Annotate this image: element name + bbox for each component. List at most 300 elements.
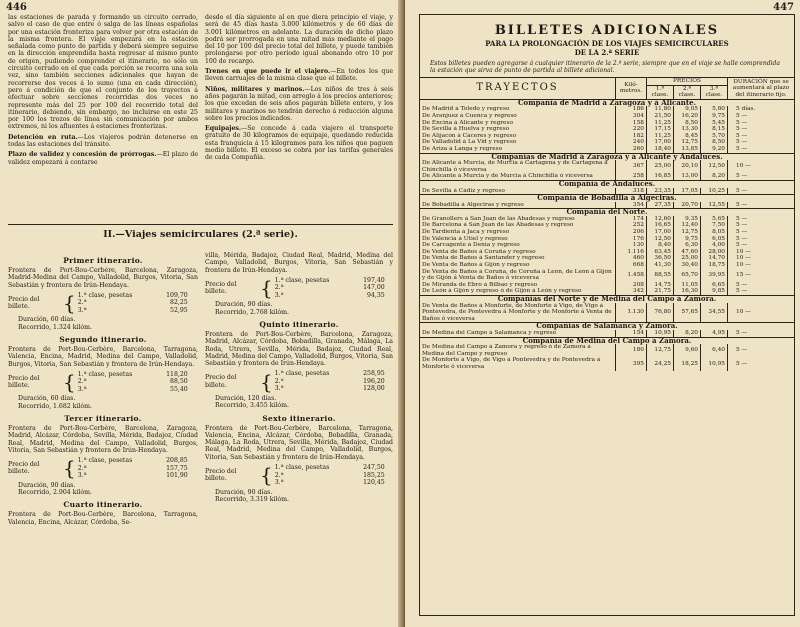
company-name: Compañía del Norte. xyxy=(420,209,794,216)
route-name: De Carcagente á Denia y regreso xyxy=(422,242,520,249)
route-row xyxy=(420,344,794,357)
route-km: 220 xyxy=(616,126,647,133)
price-block xyxy=(8,457,198,480)
route-price-1: 17,15 xyxy=(647,126,674,133)
route-duration: 10 — xyxy=(728,255,795,262)
price-label: Precio del billete. xyxy=(8,460,40,476)
route-row xyxy=(420,229,794,236)
header-km: Kiló-metros. xyxy=(616,78,647,100)
route-name: De Aranjuez á Cuenca y regreso xyxy=(422,112,517,119)
route-price-1: 27,35 xyxy=(647,202,674,209)
route-price-3: 4,00 xyxy=(701,242,728,249)
route-km: 206 xyxy=(616,229,647,236)
route-price-1: 12,60 xyxy=(647,216,674,223)
price-class: 3.ª xyxy=(274,479,284,487)
price-row xyxy=(275,472,385,480)
route-duration: 5 días. xyxy=(728,106,795,113)
table-title: BILLETES ADICIONALES xyxy=(494,23,720,38)
route-price-1: 25,00 xyxy=(647,160,674,173)
route-name: De Venta de Baños á Santander y regreso xyxy=(422,255,545,262)
itinerary-route: Frontera de Port-Bou-Cerbère, Barcelona, Zaragoza, Madrid, Alcázar, Córdoba, Bobadilla, Granada, Málaga, La Roda, Utrera, Sevilla, Mérida, Badajoz, Ciudad Real, Madrid, Medina del Campo, Valladolid, Burgos, Vitoria, San Sebastián y frontera de Irún-Hendaya. xyxy=(205,330,393,368)
company-name: Compañías de Madrid á Zaragoza y á Alicante y Andaluces. xyxy=(420,153,794,160)
price-block xyxy=(8,292,198,315)
route-price-3: 12,50 xyxy=(701,160,728,173)
table-subtitle: PARA LA PROLONGACIÓN DE LOS VIAJES SEMICIRCULARES xyxy=(485,39,729,48)
route-km: 304 xyxy=(616,113,647,120)
price-value: 94,35 xyxy=(367,291,385,299)
price-class: 2.ª xyxy=(77,378,87,386)
price-value: 52,95 xyxy=(170,306,188,314)
route-km: 367 xyxy=(616,160,647,173)
route-name: De Venta de Baños á Gijón y regreso xyxy=(422,262,530,269)
route-price-2: 8,45 xyxy=(674,133,701,140)
itinerary-title: Sexto itinerario. xyxy=(262,413,336,423)
route-price-2: 13,00 xyxy=(674,173,701,180)
route-price-3: 8,20 xyxy=(701,173,728,180)
itinerary-title: Segundo itinerario. xyxy=(59,334,147,344)
price-list xyxy=(78,371,188,394)
price-class: 2.ª xyxy=(274,284,284,292)
route-duration: 5 — xyxy=(728,139,795,146)
price-row xyxy=(78,472,188,480)
right-page xyxy=(405,0,800,627)
company-name: Compañía de Madrid á Zaragoza y á Alicante. xyxy=(517,97,697,107)
route-price-3: 5,45 xyxy=(701,120,728,127)
price-value: 197,40 xyxy=(363,276,385,284)
detention-title: Detención en ruta. xyxy=(8,133,78,141)
route-row xyxy=(420,106,794,113)
route-duration: 10 — xyxy=(728,262,795,269)
route-name: De León á Gijón y regreso ó de Gijón á León y regreso xyxy=(422,288,582,295)
route-price-1: 36,50 xyxy=(647,255,674,262)
route-km: 158 xyxy=(616,120,647,127)
company-row xyxy=(420,209,794,216)
route-price-2: 9,05 xyxy=(674,106,701,113)
route-row xyxy=(420,113,794,120)
price-class: 3.ª xyxy=(274,291,284,299)
route-row xyxy=(420,139,794,146)
route-duration: 10 — xyxy=(728,160,795,173)
itinerary-duration: Duración, 90 días. xyxy=(215,488,273,496)
route-row xyxy=(420,126,794,133)
price-class: 1.ª clase, pesetas xyxy=(274,370,330,378)
company-row xyxy=(420,195,794,202)
route-price-1: 10,95 xyxy=(647,330,674,337)
route-price-1: 24,25 xyxy=(647,357,674,370)
route-duration: 5 — xyxy=(728,133,795,140)
route-row xyxy=(420,269,794,282)
route-row xyxy=(420,133,794,140)
route-price-1: 8,40 xyxy=(647,242,674,249)
price-class: 2.ª xyxy=(274,471,284,479)
route-price-3: 8,05 xyxy=(701,229,728,236)
price-value: 109,70 xyxy=(166,291,188,299)
left-column-2: desde el día siguiente al en que diera principio el viaje, y será de 45 días hasta 3.000 kilómetros y de 60 días de 3.001 kilómetros en adelante. La duración de dicho plazo podrá ser prorrogada en una mitad más mediante el pago del 10 por 100 del precio total del billete, y puede también prolongarse por otro período igual abonando otro 10 por 100 de recargo. Trenes en que puede ir el viajero.—En todos los que lleven carruajes de la misma clase que el billete. Niños, militares y marinos.—Los niños de tres á seis años pagarán la mitad, con arreglo á los precios anteriores; los que excedan de seis años pagarán billete entero, y los militares y marinos no tendrán derecho á reducción alguna sobre los precios indicados. Equipajes.—Se concede á cada viajero el transporte gratuito de 30 kilogramos de equipaje, quedando reducida esta franquicia á 15 kilogramos para los niños que paguen medio billete. El exceso se cobra por las tarifas generales de cada Compañía. xyxy=(205,14,393,162)
route-row xyxy=(420,120,794,127)
price-value: 247,50 xyxy=(363,464,385,472)
route-price-2: 11,05 xyxy=(674,282,701,289)
itinerary-distance: Recorrido, 2.904 kilóm. xyxy=(18,488,92,496)
route-price-2: 9,60 xyxy=(674,344,701,357)
route-price-3: 39,95 xyxy=(701,269,728,282)
route-price-3: 5,80 xyxy=(701,106,728,113)
route-row xyxy=(420,303,794,323)
price-row xyxy=(78,457,188,465)
header-route: TRAYECTOS xyxy=(420,78,616,100)
price-label: Precio del billete. xyxy=(205,280,237,296)
price-row xyxy=(275,385,385,393)
company-name: Compañías de Salamanca y Zamora. xyxy=(420,323,794,330)
company-name: Compañía de Andaluces. xyxy=(420,180,794,187)
route-km: 1.116 xyxy=(616,249,647,256)
route-price-2: 8,50 xyxy=(674,120,701,127)
route-price-3: 9,85 xyxy=(701,288,728,295)
price-class: 3.ª xyxy=(77,385,87,393)
company-name: Compañía de Medina del Campo á Zamora. xyxy=(420,337,794,344)
route-name: De Alicante á Murcia, de Murcia á Cartagena y de Cartagena á Chinchilla ó viceversa xyxy=(422,160,608,173)
price-value: 120,45 xyxy=(363,479,385,487)
header-prices: PRECIOS xyxy=(647,78,728,86)
price-block xyxy=(205,370,393,393)
route-price-1: 23,35 xyxy=(647,188,674,195)
route-name: De Ariza á Langa y regreso xyxy=(422,145,503,152)
header-duration: DURACIÓN que se aumentará al plazo del itinerario fijo. xyxy=(728,78,795,100)
price-list xyxy=(275,464,385,487)
route-row xyxy=(420,357,794,370)
itinerary-distance: Recorrido, 1.682 kilóm. xyxy=(18,402,92,410)
route-price-2: 12,75 xyxy=(674,139,701,146)
price-row xyxy=(275,284,385,292)
route-price-3: 7,50 xyxy=(701,222,728,229)
route-name: De Monforte á Vigo, de Vigo á Pontevedra y de Pontevedra á Monforte ó viceversa xyxy=(422,357,601,370)
price-value: 258,95 xyxy=(363,370,385,378)
route-row xyxy=(420,242,794,249)
route-name: De Valladolid á La Vid y regreso xyxy=(422,139,517,146)
route-row xyxy=(420,160,794,173)
route-price-2: 16,30 xyxy=(674,288,701,295)
route-price-1: 18,40 xyxy=(647,146,674,153)
route-price-2: 12,40 xyxy=(674,222,701,229)
price-class: 1.ª clase, pesetas xyxy=(274,464,330,472)
route-price-3: 18,75 xyxy=(701,262,728,269)
route-name: De Encina á Alicante y regreso xyxy=(422,119,513,126)
route-km: 258 xyxy=(616,173,647,180)
route-name: De Sevilla á Cádiz y regreso xyxy=(422,187,505,194)
route-name: De Medina del Campo á Zamora y regreso ó de Zamora á Medina del Campo y regreso xyxy=(422,344,591,357)
route-km: 260 xyxy=(616,146,647,153)
price-label: Precio del billete. xyxy=(8,295,40,311)
price-class: 3.ª xyxy=(77,472,87,480)
route-price-1: 88,55 xyxy=(647,269,674,282)
price-row xyxy=(78,371,188,379)
itinerary-block xyxy=(205,414,393,504)
price-value: 196,20 xyxy=(363,377,385,385)
left-column-1: las estaciones de parada y formando un circuito cerrado, salvo el caso de que entre ó salga de las líneas españolas por una estación fronteriza para volver por otra estación de la misma frontera. El viaje empezará en la estación señalada como punto de partida y deberá siempre seguirse en la dirección emprendida hasta regresar al mismo punto de origen, pudiendo comprender el itinerario, no sólo un circuito cerrado en el que cada porción se recorra una sola vez, sino también secciones adicionales que hayan de recorrerse dos veces á lo sumo (una en cada dirección), pero á condición de que el conjunto de los trayectos á efectuar sobre secciones recorridas dos veces no represente más del 25 por 100 del recorrido total del itinerario, debiendo, sin embargo, no incluirse en este 25 por 100 los trozos de línea sin comunicación por ambos extremos, ni los afluentes á estaciones fronterizas. Detención en ruta.—Los viajeros podrán detenerse en todas las estaciones del tránsito. Plazo de validez y concesión de prórrogas.—El plazo de validez empezará á contarse xyxy=(8,14,198,166)
itinerary-distance: Recorrido, 3.319 kilóm. xyxy=(215,495,289,503)
route-name: De Venta de Baños á Coruña y regreso xyxy=(422,248,536,255)
company-row xyxy=(420,180,794,187)
route-price-3: 34,55 xyxy=(701,303,728,323)
price-block xyxy=(8,371,198,394)
itinerary-column-2 xyxy=(205,252,393,507)
route-price-1: 12,50 xyxy=(647,236,674,243)
route-row xyxy=(420,249,794,256)
route-km: 176 xyxy=(616,236,647,243)
section-header xyxy=(8,224,393,240)
itinerary-route: Frontera de Port-Bou-Cerbère, Barcelona, Tarragona, Valencia, Encina, Madrid, Medina del Campo, Valladolid, Burgos, Vitoria, San Sebastián y frontera de Irún-Hendaya. xyxy=(8,345,198,368)
route-price-2: 17,05 xyxy=(674,188,701,195)
itinerary-route: Frontera de Port-Bou-Cerbère, Barcelona, Zaragoza, Madrid, Alcázar, Córdoba, Sevilla, Mérida, Badajoz, Ciudad Real, Madrid, Medina del Campo, Valladolid, Burgos, Vitoria, San Sebastián y frontera de Irún-Hendaya. xyxy=(8,424,198,454)
route-price-1: 21,50 xyxy=(647,113,674,120)
price-row xyxy=(275,277,385,285)
route-duration: 5 — xyxy=(728,344,795,357)
price-value: 128,00 xyxy=(363,385,385,393)
route-name: De Barcelona á San Juan de las Abadesas y regreso xyxy=(422,222,574,229)
price-row xyxy=(78,465,188,473)
route-price-3: 9,75 xyxy=(701,113,728,120)
itinerary-title: Primer itinerario. xyxy=(63,256,143,265)
itinerary-route: Frontera de Port-Bou-Cerbère, Barcelona, Tarragona, Valencia, Encina, Alcázar, Córdoba, Se- xyxy=(8,511,198,526)
route-km: 208 xyxy=(616,282,647,289)
itinerary-distance: Recorrido, 2.768 kilóm. xyxy=(215,308,289,316)
trains-text: En todos los que lleven carruajes de la misma clase que el billete. xyxy=(205,68,393,83)
itinerary-route: Frontera de Port-Bou-Cerbère, Barcelona, Zaragoza, Madrid-Medina del Campo, Valladolid, Burgos, Vitoria, San Sebastián y frontera de Irún-Hendaya. xyxy=(8,267,198,289)
route-name: De Valencia á Utiel y regreso xyxy=(422,235,508,242)
validity-title: Plazo de validez y concesión de prórrogas. xyxy=(8,151,157,159)
route-price-2: 30,40 xyxy=(674,262,701,269)
itinerary-distance: Recorrido, 1.324 kilóm. xyxy=(18,323,92,331)
route-price-1: 76,80 xyxy=(647,303,674,323)
section-title: II.—Viajes semicirculares (2.ª serie). xyxy=(103,229,298,240)
validity-text: El plazo de validez empezará á contarse xyxy=(8,151,198,166)
route-km: 342 xyxy=(616,288,647,295)
itinerary-duration: Duración, 60 días. xyxy=(18,316,76,324)
luggage-text: Se concede á cada viajero el transporte gratuito de 30 kilogramos de equipaje, quedando reducida esta franquicia á 15 kilogramos para los niños que paguen medio billete. El exceso se cobra por las tarifas generales de cada Compañía. xyxy=(205,125,393,162)
route-duration: 10 — xyxy=(728,249,795,256)
route-price-2: 9,35 xyxy=(674,216,701,223)
route-km: 180 xyxy=(616,344,647,357)
route-duration: 10 — xyxy=(728,303,795,323)
route-price-3: 12,55 xyxy=(701,202,728,209)
price-row xyxy=(78,299,188,307)
table-frame xyxy=(419,14,795,616)
itinerary-duration: Duración, 90 días. xyxy=(215,301,273,309)
header-class-2: 2.ª clase. xyxy=(674,85,701,99)
company-row xyxy=(420,337,794,344)
route-price-3: 5,70 xyxy=(701,133,728,140)
route-price-1: 16,85 xyxy=(647,173,674,180)
company-row xyxy=(420,296,794,303)
route-price-3: 6,65 xyxy=(701,282,728,289)
price-row xyxy=(78,378,188,386)
route-duration: 5 — xyxy=(728,120,795,127)
price-value: 147,00 xyxy=(363,284,385,292)
price-value: 185,25 xyxy=(363,471,385,479)
route-price-1: 63,45 xyxy=(647,249,674,256)
route-price-3: 14,70 xyxy=(701,255,728,262)
route-km: 182 xyxy=(616,133,647,140)
itinerary-duration: Duración, 90 días. xyxy=(18,481,76,489)
route-price-2: 9,75 xyxy=(674,236,701,243)
route-duration: 15 — xyxy=(728,269,795,282)
route-name: De Venta de Baños á Coruña, de Coruña á León, de León á Gijón y de Gijón á Venta de Baños ó viceversa xyxy=(422,268,612,282)
price-row xyxy=(78,292,188,300)
route-row xyxy=(420,282,794,289)
route-row xyxy=(420,255,794,262)
route-row xyxy=(420,222,794,229)
route-name: De Granollers á San Juan de las Abadesas y regreso xyxy=(422,215,575,222)
detention-text: Los viajeros podrán detenerse en todas las estaciones del tránsito. xyxy=(8,133,198,149)
price-brace: { xyxy=(63,291,76,316)
route-price-1: 11,80 xyxy=(647,106,674,113)
route-km: 395 xyxy=(616,357,647,370)
price-row xyxy=(78,307,188,315)
intro-text: las estaciones de parada y formando un circuito cerrado, salvo el caso de que entre ó salga de las líneas españolas por una estación fronteriza para volver por otra estación de la misma frontera. El viaje empezará en la estación señalada como punto de partida y deberá siempre seguirse en la dirección emprendida hasta regresar al mismo punto de origen, pudiendo comprender el itinerario, no sólo un circuito cerrado en el que cada porción se recorra una sola vez, sino también secciones adicionales que hayan de recorrerse dos veces á lo sumo (una en cada dirección), pero á condición de que el conjunto de los trayectos á efectuar sobre secciones recorridas dos veces no represente más del 25 por 100 del recorrido total del itinerario, debiendo, sin embargo, no incluirse en este 25 por 100 los trozos de línea sin comunicación por ambos extremos, ni los afluentes á estaciones fronterizas. xyxy=(8,14,198,131)
route-price-3: 10,95 xyxy=(701,357,728,370)
itinerary-column-1 xyxy=(8,252,198,526)
company-name: Compañía de Bobadilla á Algeciras. xyxy=(420,195,794,202)
itinerary-title: Quinto itinerario. xyxy=(259,319,339,329)
route-price-3: 6,05 xyxy=(701,236,728,243)
route-price-1: 21,75 xyxy=(647,288,674,295)
itinerary-duration: Duración, 120 días. xyxy=(215,394,277,402)
company-row xyxy=(420,153,794,160)
price-label: Precio del billete. xyxy=(8,374,40,390)
route-km: 318 xyxy=(616,188,647,195)
route-name: De Madrid á Toledo y regreso xyxy=(422,106,510,113)
price-class: 1.ª clase, pesetas xyxy=(77,457,133,465)
price-row xyxy=(275,292,385,300)
route-duration: 5 — xyxy=(728,126,795,133)
price-list xyxy=(275,277,385,300)
price-value: 118,20 xyxy=(166,370,188,378)
route-duration: 5 — xyxy=(728,188,795,195)
price-row xyxy=(275,464,385,472)
price-brace: { xyxy=(260,463,273,488)
route-name: De Medina del Campo á Salamanca y regreso xyxy=(422,329,557,336)
route-price-3: 9,20 xyxy=(701,146,728,153)
route-price-1: 14,75 xyxy=(647,282,674,289)
route-km: 668 xyxy=(616,262,647,269)
children-title: Niños, militares y marinos. xyxy=(205,85,305,93)
header-class-3: 3.ª clase. xyxy=(701,85,728,99)
itinerary-distance: Recorrido, 3.455 kilóm. xyxy=(215,402,289,410)
children-text: Los niños de tres á seis años pagarán la mitad, con arreglo á los precios anteriores; los que excedan de seis años pagarán billete entero, y los militares y marinos no tendrán derecho á reducción alguna sobre los precios indicados. xyxy=(205,85,393,122)
price-brace: { xyxy=(260,369,273,394)
luggage-title: Equipajes. xyxy=(205,125,242,133)
route-row xyxy=(420,236,794,243)
price-row xyxy=(275,479,385,487)
route-name: De Venta de Baños á Monforte, de Monforte á Vigo, de Vigo á Pontevedra, de Pontevedra á Monforte y de Monforte á Venta de Baños ó viceversa xyxy=(422,302,612,322)
route-name: De Miranda de Ebro á Bilbao y regreso xyxy=(422,281,538,288)
price-value: 208,85 xyxy=(166,457,188,465)
route-price-2: 65,70 xyxy=(674,269,701,282)
price-row xyxy=(275,378,385,386)
route-km: 186 xyxy=(616,106,647,113)
price-value: 157,75 xyxy=(166,464,188,472)
route-duration: 5 — xyxy=(728,173,795,180)
route-duration: 5 — xyxy=(728,202,795,209)
price-row xyxy=(78,386,188,394)
route-km: 1.130 xyxy=(616,303,647,323)
price-value: 101,90 xyxy=(166,472,188,480)
route-price-2: 57,65 xyxy=(674,303,701,323)
company-row xyxy=(420,323,794,330)
itinerary-title: Tercer itinerario. xyxy=(64,413,142,423)
table-series: DE LA 2.ª SERIE xyxy=(574,48,640,57)
route-duration: 5 — xyxy=(728,146,795,153)
route-duration: 5 — xyxy=(728,357,795,370)
route-price-3: 8,15 xyxy=(701,126,728,133)
route-duration: 5 — xyxy=(728,229,795,236)
route-name: De Alicante á Murcia y de Murcia á Chinchilla ó viceversa xyxy=(422,173,593,180)
route-price-1: 11,25 xyxy=(647,120,674,127)
route-km: 460 xyxy=(616,255,647,262)
route-duration: 5 — xyxy=(728,282,795,289)
route-price-1: 17,00 xyxy=(647,229,674,236)
itinerary-block xyxy=(205,320,393,410)
route-name: De Alijacón á Cáceres y regreso xyxy=(422,132,516,139)
price-brace: { xyxy=(260,276,273,301)
company-name: Compañías del Norte y de Medina del Campo á Zamora. xyxy=(420,296,794,303)
price-label: Precio del billete. xyxy=(205,467,237,483)
route-km: 354 xyxy=(616,202,647,209)
route-price-3: 5,65 xyxy=(701,216,728,223)
route-price-3: 6,40 xyxy=(701,344,728,357)
route-price-2: 8,20 xyxy=(674,330,701,337)
route-price-2: 13,30 xyxy=(674,126,701,133)
route-price-1: 11,25 xyxy=(647,133,674,140)
route-km: 252 xyxy=(616,222,647,229)
price-brace: { xyxy=(63,456,76,481)
table-note: Estos billetes pueden agregarse á cualquier itinerario de la 2.ª serie, siempre que en el viaje se halle comprendida la estación que sirva de punto de partida al billete adicional. xyxy=(430,60,780,74)
itinerary-route: villa, Mérida, Badajoz, Ciudad Real, Madrid, Medina del Campo, Valladolid, Burgos, Vitoria, San Sebastián y frontera de Irún-Hendaya. xyxy=(205,252,393,274)
route-duration: 5 — xyxy=(728,236,795,243)
trains-title: Trenes en que puede ir el viajero. xyxy=(205,68,331,76)
route-price-3: 28,00 xyxy=(701,249,728,256)
route-price-2: 25,00 xyxy=(674,255,701,262)
header-class-1: 1.ª clase. xyxy=(647,85,674,99)
route-price-3: 4,95 xyxy=(701,330,728,337)
price-class: 2.ª xyxy=(274,377,284,385)
route-price-2: 47,60 xyxy=(674,249,701,256)
price-value: 82,25 xyxy=(170,299,188,307)
route-price-2: 18,25 xyxy=(674,357,701,370)
route-name: De Bobadilla á Algeciras y regreso xyxy=(422,201,524,208)
route-row xyxy=(420,262,794,269)
itinerary-block xyxy=(8,335,198,410)
route-price-2: 13,85 xyxy=(674,146,701,153)
price-block xyxy=(205,277,393,300)
price-class: 1.ª clase, pesetas xyxy=(77,291,133,299)
price-brace: { xyxy=(63,370,76,395)
route-duration: 5 — xyxy=(728,330,795,337)
route-price-1: 41,30 xyxy=(647,262,674,269)
route-price-2: 16,20 xyxy=(674,113,701,120)
route-duration: 5 — xyxy=(728,288,795,295)
page-number-right: 447 xyxy=(773,2,794,13)
itinerary-block xyxy=(8,500,198,526)
itinerary-duration: Duración, 60 días. xyxy=(18,395,76,403)
itinerary-title: Cuarto itinerario. xyxy=(63,500,143,510)
itinerary-block xyxy=(205,252,393,316)
route-price-1: 17,00 xyxy=(647,139,674,146)
route-km: 130 xyxy=(616,242,647,249)
route-price-2: 20,70 xyxy=(674,202,701,209)
validity-continued: desde el día siguiente al en que diera principio el viaje, y será de 45 días hasta 3.000 kilómetros y de 60 días de 3.001 kilómetros en adelante. La duración de dicho plazo podrá ser prorrogada en una mitad más mediante el pago del 10 por 100 del precio total del billete, y puede también prolongarse por otro período igual abonando otro 10 por 100 de recargo. xyxy=(205,14,393,65)
price-class: 1.ª clase, pesetas xyxy=(274,276,330,284)
route-name: De Tardienta á Jaca y regreso xyxy=(422,229,510,236)
